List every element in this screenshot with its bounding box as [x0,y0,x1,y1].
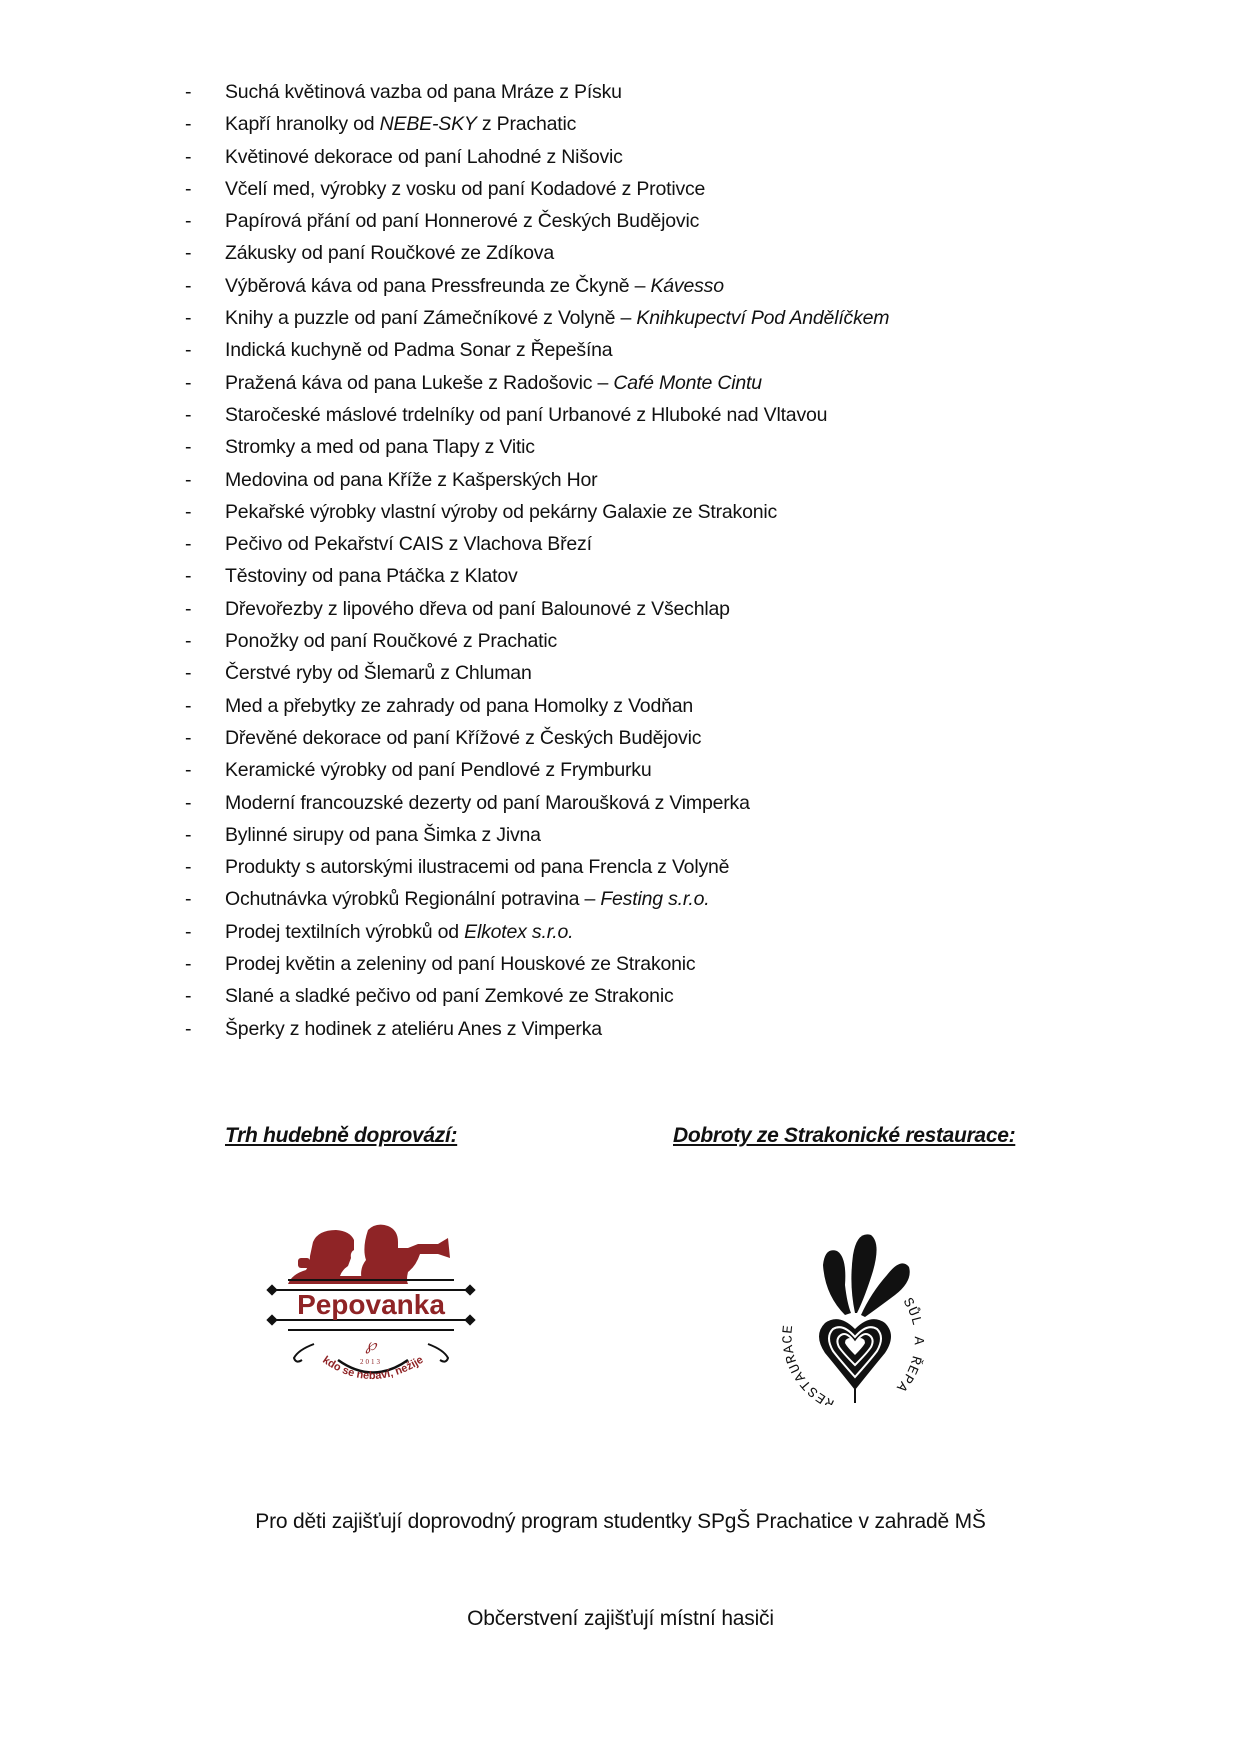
list-item-text: Bylinné sirupy od pana Šimka z Jivna [225,823,541,846]
list-item [183,722,889,754]
list-item-text: Slané a sladké pečivo od paní Zemkové ze Strakonic [225,985,674,1008]
list-item [183,464,889,496]
list-item-text: Dřevořezby z lipového dřeva od paní Balounové z Všechlap [225,597,730,620]
list-bullet: - [185,113,192,136]
list-item-text: Moderní francouzské dezerty od paní Maroušková z Vimperka [225,791,750,814]
list-item [183,334,889,366]
list-bullet: - [185,436,192,459]
list-item-text: Těstoviny od pana Ptáčka z Klatov [225,565,518,588]
list-item [183,980,889,1012]
list-bullet: - [185,791,192,814]
list-bullet: - [185,565,192,588]
list-bullet: - [185,339,192,362]
list-item [183,787,889,819]
ring-text-left: RESTAURACE [780,1323,838,1405]
beet-heart-icon [819,1319,891,1403]
pepovanka-logo [258,1200,488,1400]
list-bullet: - [185,177,192,200]
list-bullet: - [185,210,192,233]
list-bullet: - [185,597,192,620]
beet-leaves-icon [823,1234,910,1317]
list-bullet: - [185,81,192,103]
list-item [183,1013,889,1045]
list-bullet: - [185,1017,192,1040]
list-item [183,141,889,173]
list-item-text: Ponožky od paní Roučkové z Prachatic [225,630,558,653]
list-bullet: - [185,145,192,168]
list-bullet: - [185,694,192,717]
list-item [183,237,889,269]
list-item-text: Pekařské výrobky vlastní výroby od pekárny Galaxie ze Strakonic [225,500,778,523]
list-bullet: - [185,985,192,1008]
list-item-text: Dřevěné dekorace od paní Křížové z Českých Budějovic [225,726,702,749]
list-bullet: - [185,274,192,297]
list-item-text: Med a přebytky ze zahrady od pana Homolky z Vodňan [225,694,694,717]
list-bullet: - [185,888,192,911]
list-item [183,754,889,786]
vendor-brand: Kávesso [650,274,724,297]
list-bullet: - [185,856,192,879]
list-item-text: Knihy a puzzle od paní Zámečníkové z Volyně – [225,307,637,330]
list-bullet: - [185,726,192,749]
list-item-text: Indická kuchyně od Padma Sonar z Řepešína [225,339,613,362]
musicians-silhouette-icon [288,1225,450,1284]
list-item-text: Papírová přání od paní Honnerové z Českých Budějovic [225,210,700,233]
list-bullet: - [185,759,192,782]
list-bullet: - [185,500,192,523]
list-item-text-after: z Prachatic [476,113,577,136]
list-item [183,851,889,883]
list-item [183,173,889,205]
list-bullet: - [185,662,192,685]
list-item [183,528,889,560]
list-item-text: Čerstvé ryby od Šlemarů z Chluman [225,662,532,685]
list-item [183,496,889,528]
vendor-brand: Elkotex s.r.o. [464,920,574,943]
list-item [183,819,889,851]
list-bullet: - [185,242,192,265]
list-item [183,108,889,140]
list-item-text: Prodej květin a zeleniny od paní Houskové ze Strakonic [225,953,696,976]
list-bullet: - [185,920,192,943]
logo-name: Pepovanka [297,1289,445,1320]
vendor-brand: NEBE-SKY [379,113,477,136]
list-item [183,302,889,334]
list-item [183,76,889,108]
list-item [183,270,889,302]
kids-program-note: Pro děti zajišťují doprovodný program studentky SPgŠ Prachatice v zahradě MŠ [255,1510,986,1533]
list-bullet: - [185,630,192,653]
vendor-brand: Knihkupectví Pod Andělíčkem [636,307,890,330]
vendor-brand: Café Monte Cintu [613,371,762,394]
logo-year: 2013 [360,1358,382,1366]
list-item-text: Produkty s autorskými ilustracemi od pana Frencla z Volyně [225,856,730,879]
list-item-text: Kapří hranolky od [225,113,380,136]
food-heading: Dobroty ze Strakonické restaurace: [673,1124,1016,1147]
list-item-text: Staročeské máslové trdelníky od paní Urbanové z Hluboké nad Vltavou [225,403,828,426]
list-bullet: - [185,953,192,976]
list-bullet: - [185,468,192,491]
list-item-text: Pečivo od Pekařství CAIS z Vlachova Březí [225,533,592,556]
logo-motto: kdo se nebaví, nežije [320,1353,426,1383]
list-item [183,399,889,431]
vendor-brand: Festing s.r.o. [600,888,710,911]
list-item-text: Stromky a med od pana Tlapy z Vitic [225,436,535,459]
list-item-text: Medovina od pana Kříže z Kašperských Hor [225,468,598,491]
list-item [183,367,889,399]
list-item-text: Pražená káva od pana Lukeše z Radošovic – [225,371,614,394]
vendor-list [183,76,889,1045]
list-item [183,625,889,657]
list-item [183,883,889,915]
list-bullet: - [185,307,192,330]
list-item [183,431,889,463]
sul-a-repa-logo [775,1205,935,1405]
list-item-text: Květinové dekorace od paní Lahodné z Nišovic [225,145,623,168]
list-item [183,916,889,948]
list-item [183,593,889,625]
list-item [183,657,889,689]
list-item-text: Včelí med, výrobky z vosku od paní Kodadové z Protivce [225,177,706,200]
list-item [183,560,889,592]
list-item-text: Prodej textilních výrobků od [225,920,465,943]
list-bullet: - [185,823,192,846]
list-item-text: Zákusky od paní Roučkové ze Zdíkova [225,242,555,265]
music-heading: Trh hudebně doprovází: [225,1124,458,1147]
list-bullet: - [185,371,192,394]
list-item [183,690,889,722]
ring-text-right: SŮL A ŘEPA [891,1295,926,1396]
list-item [183,948,889,980]
list-item-text: Šperky z hodinek z ateliéru Anes z Vimperka [225,1017,602,1040]
list-item-text: Keramické výrobky od paní Pendlové z Frymburku [225,759,652,782]
refreshments-note: Občerstvení zajišťují místní hasiči [467,1607,774,1630]
logo-monogram: ℘ [365,1337,377,1354]
list-item-text: Suchá květinová vazba od pana Mráze z Písku [225,81,622,103]
list-bullet: - [185,403,192,426]
list-item [183,205,889,237]
list-bullet: - [185,533,192,556]
list-item-text: Výběrová káva od pana Pressfreunda ze Čkyně – [225,274,651,297]
list-item-text: Ochutnávka výrobků Regionální potravina – [225,888,601,911]
